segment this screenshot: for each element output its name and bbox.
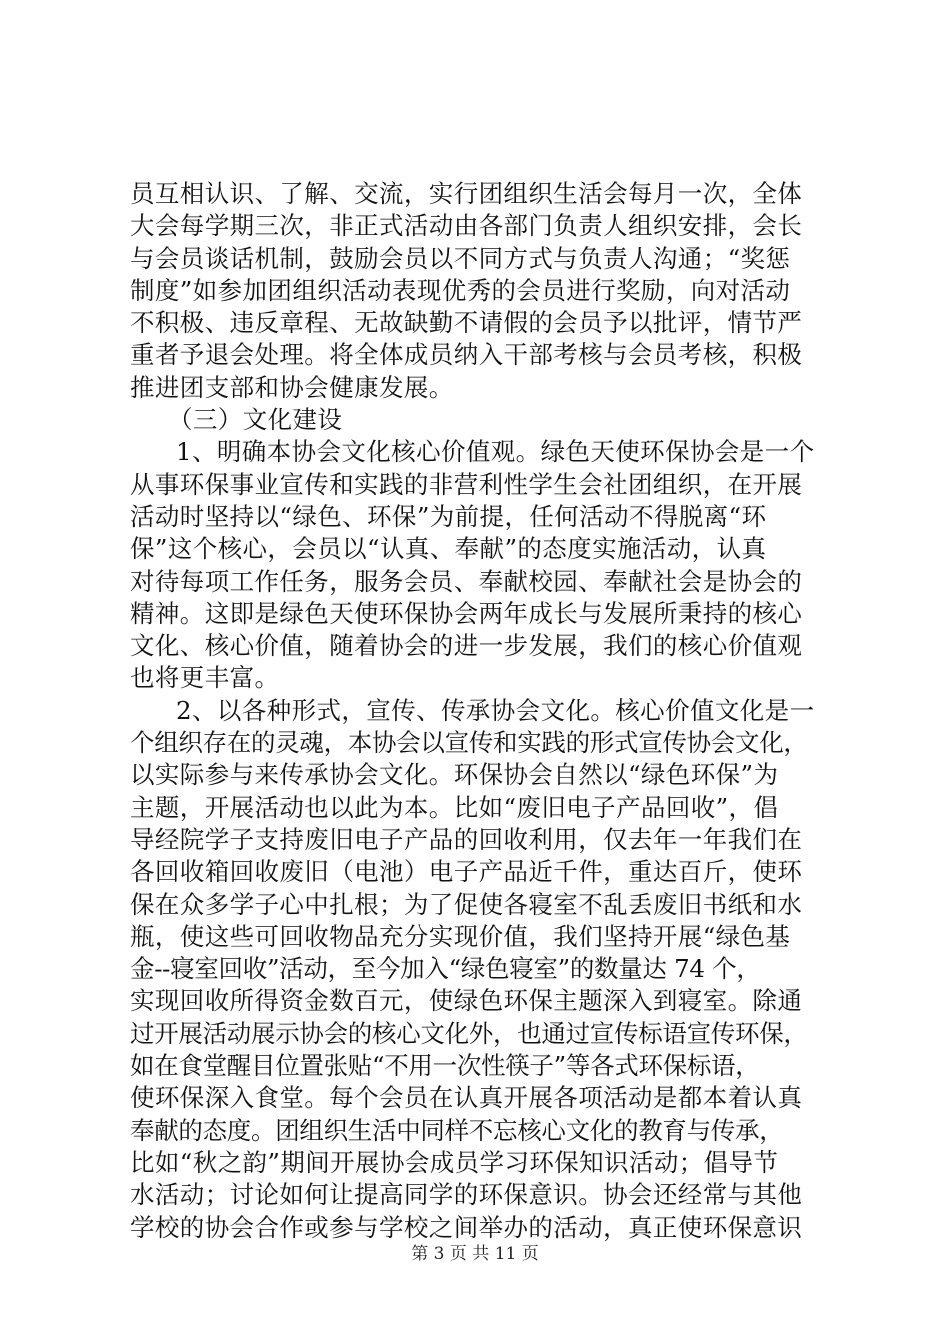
text-line: 个组织存在的灵魂，本协会以宣传和实践的形式宣传协会文化， — [130, 728, 808, 758]
text-line: 对待每项工作任务，服务会员、奉献校园、奉献社会是协会的 — [130, 566, 803, 596]
paragraph-start: 2、以各种形式，宣传、传承协会文化。核心价值文化是一 — [176, 695, 815, 725]
text-line: 也将更丰富。 — [130, 663, 280, 693]
text-line: 实现回收所得资金数百元，使绿色环保主题深入到寝室。除通 — [130, 986, 803, 1016]
text-line: 瓶，使这些可回收物品充分实现价值，我们坚持开展“绿色基 — [130, 921, 791, 951]
text-line: 活动时坚持以“绿色、环保”为前提，任何活动不得脱离“环 — [130, 501, 767, 531]
text-line: 重者予退会处理。将全体成员纳入干部考核与会员考核，积极 — [130, 340, 803, 370]
body-text — [130, 178, 840, 1244]
text-line: 使环保深入食堂。每个会员在认真开展各项活动是都本着认真 — [130, 1083, 803, 1113]
text-line: 如在食堂醒目位置张贴“不用一次性筷子”等各式环保标语， — [130, 1051, 760, 1081]
text-line: 保在众多学子心中扎根；为了促使各寝室不乱丢废旧书纸和水 — [130, 889, 803, 919]
text-line: 各回收箱回收废旧（电池）电子产品近千件，重达百斤，使环 — [130, 857, 803, 887]
page-number-footer: 第 3 页 共 11 页 — [411, 1244, 539, 1264]
text-line: 奉献的态度。团组织生活中同样不忘核心文化的教育与传承， — [130, 1115, 784, 1145]
text-line: 与会员谈话机制，鼓励会员以不同方式与负责人沟通；“奖惩 — [130, 243, 791, 273]
text-line: 员互相认识、了解、交流，实行团组织生活会每月一次，全体 — [130, 179, 803, 208]
paragraph-start: 1、明确本协会文化核心价值观。绿色天使环保协会是一个 — [176, 437, 815, 467]
text-line: 过开展活动展示协会的核心文化外，也通过宣传标语宣传环保， — [130, 1018, 808, 1048]
text-line: 金--寝室回收”活动，至今加入“绿色寝室”的数量达 74 个， — [130, 954, 761, 984]
text-line: 推进团支部和协会健康发展。 — [130, 372, 454, 402]
text-line: 从事环保事业宣传和实践的非营利性学生会社团组织，在开展 — [130, 469, 803, 499]
text-line: 主题，开展活动也以此为本。比如“废旧电子产品回收”，倡 — [130, 792, 779, 822]
text-line: 保”这个核心，会员以“认真、奉献”的态度实施活动，认真 — [130, 534, 767, 564]
text-line: 文化、核心价值，随着协会的进一步发展，我们的核心价值观 — [130, 631, 803, 661]
section-heading: （三）文化建设 — [168, 405, 343, 435]
text-line: 比如“秋之韵”期间开展协会成员学习环保知识活动；倡导节 — [130, 1147, 779, 1177]
text-line: 精神。这即是绿色天使环保协会两年成长与发展所秉持的核心 — [130, 598, 803, 628]
text-line: 以实际参与来传承协会文化。环保协会自然以“绿色环保”为 — [130, 760, 779, 790]
text-line: 水活动；讨论如何让提高同学的环保意识。协会还经常与其他 — [130, 1180, 803, 1210]
text-line: 学校的协会合作或参与学校之间举办的活动，真正使环保意识 — [130, 1212, 803, 1242]
text-line: 导经院学子支持废旧电子产品的回收利用，仅去年一年我们在 — [130, 824, 803, 854]
text-line: 不积极、违反章程、无故缺勤不请假的会员予以批评，情节严 — [130, 308, 803, 338]
text-line: 大会每学期三次，非正式活动由各部门负责人组织安排，会长 — [130, 211, 803, 241]
text-line: 制度”如参加团组织活动表现优秀的会员进行奖励，向对活动 — [130, 275, 791, 305]
